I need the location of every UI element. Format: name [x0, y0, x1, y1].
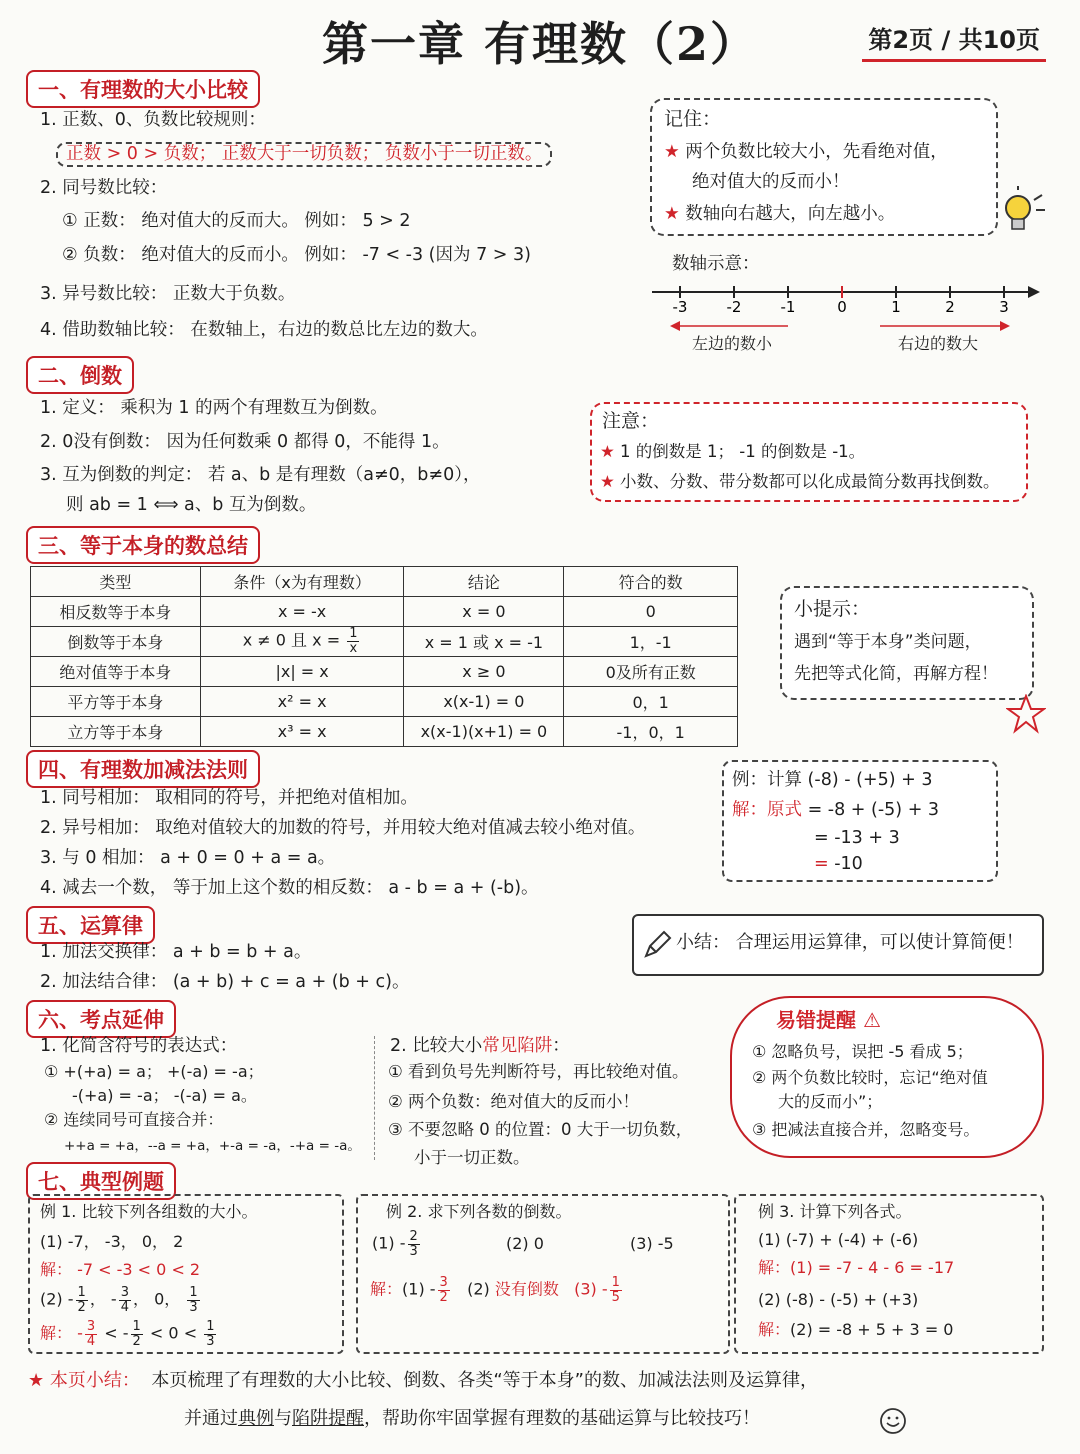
s6-c2-line-3: ③ 不要忽略 0 的位置：0 大于一切负数，: [388, 1120, 693, 1139]
calc-answer-label: 解：原式: [732, 800, 802, 820]
ex1-a1: [40, 1260, 200, 1279]
tip-box: [780, 586, 1034, 700]
s1-line-2a: ① 正数： 绝对值大的反而大。 例如： 5 > 2: [62, 211, 411, 231]
table-cell: x = -x: [200, 597, 404, 627]
ex2-a3: (3) -: [574, 1279, 608, 1299]
s6-c1-line-2: -(+a) = -a； -(-a) = a。: [72, 1086, 257, 1105]
c2-title-post: ：: [552, 1036, 570, 1056]
table-cell: 立方等于本身: [31, 717, 201, 747]
zero: 0: [154, 1289, 165, 1309]
ex2-q1: [372, 1230, 422, 1258]
mistakes-line-2: ② 两个负数比较时，忘记“绝对值: [752, 1068, 988, 1087]
footer-line-1: [28, 1370, 818, 1392]
tip-title: 小提示：: [794, 598, 871, 620]
denominator: 3: [409, 1243, 418, 1259]
s4-line-1: 1. 同号相加： 取相同的符号，并把绝对值相加。: [40, 788, 418, 808]
note-box: [590, 402, 1028, 502]
ex1-q1: (1) -7， -3， 0， 2: [40, 1232, 184, 1251]
numberline-title: 数轴示意：: [672, 254, 760, 274]
section-1-heading: 一、有理数的大小比较: [26, 70, 260, 108]
separator: ，: [132, 1289, 149, 1309]
s6-c1-line-3: ② 连续同号可直接合并：: [44, 1110, 224, 1129]
footer-l2-post: ，帮助你牢固掌握有理数的基础运算与比较技巧！: [364, 1408, 760, 1429]
table-cell: -1，0，1: [564, 717, 738, 747]
s1-line-3: 3. 异号数比较： 正数大于负数。: [40, 284, 296, 304]
less-than: <: [104, 1323, 118, 1343]
denominator: 2: [132, 1333, 141, 1349]
answer-label: 解：: [40, 1323, 73, 1343]
section-2-heading: 二、倒数: [26, 356, 134, 394]
table-cell: 倒数等于本身: [31, 627, 201, 657]
s1-line-2: 2. 同号数比较：: [40, 178, 168, 198]
denominator: 4: [120, 1299, 129, 1315]
tip-line-1: 遇到“等于本身”类问题，: [794, 632, 982, 652]
c2-title-red: 常见陷阱: [482, 1036, 553, 1056]
numberline-tick-label: -2: [726, 298, 742, 316]
mistakes-title: [776, 1008, 881, 1032]
smiley-icon: [878, 1406, 908, 1436]
section-7-heading: 七、典型例题: [26, 1162, 176, 1200]
footer-line-2: [184, 1408, 760, 1430]
denominator: 5: [611, 1289, 620, 1305]
section-6-heading: 六、考点延伸: [26, 1000, 176, 1038]
table-cell: |x| = x: [200, 657, 404, 687]
s6-c1-title: 1. 化简含符号的表达式：: [40, 1036, 238, 1056]
ex2-q1-text: (1) -: [372, 1233, 406, 1253]
example-2-box: [356, 1194, 730, 1354]
numberline-tick-label: -3: [672, 298, 688, 316]
note-title: 注意：: [602, 410, 660, 432]
separator: ，: [89, 1289, 106, 1309]
ex3-a1-text: (1) = -7 - 4 - 6 = -17: [790, 1258, 955, 1277]
denominator: 4: [86, 1333, 96, 1349]
mistakes-line-4: ③ 把减法直接合并，忽略变号。: [752, 1120, 980, 1139]
fraction: [119, 1286, 131, 1314]
table-header: 类型: [31, 567, 201, 597]
fraction: [204, 1320, 216, 1348]
less-than: <: [183, 1323, 198, 1343]
ex2-title: 例 2. 求下列各数的倒数。: [386, 1202, 572, 1221]
less-than: <: [149, 1323, 164, 1343]
section-5-heading: 五、运算律: [26, 906, 155, 944]
fraction: [131, 1320, 143, 1348]
ex2-a1: (1) -: [402, 1279, 436, 1299]
calc-line-3: = -13 + 3: [814, 828, 900, 848]
denominator: 2: [439, 1289, 448, 1305]
numerator: 1: [189, 1285, 198, 1300]
denominator: 3: [189, 1299, 198, 1315]
denominator: x: [349, 641, 358, 656]
footer-l2-u2: 陷阱提醒: [292, 1408, 364, 1429]
answer-label: 解：: [758, 1258, 791, 1277]
table-cell: x ≥ 0: [404, 657, 564, 687]
numerator: 1: [611, 1275, 620, 1290]
numberline-tick-label: 1: [891, 298, 901, 316]
pencil-icon: [642, 928, 672, 960]
table-cell: 0及所有正数: [564, 657, 738, 687]
ex3-a2: [758, 1320, 953, 1339]
s1-line-1: 1. 正数、0、负数比较规则：: [40, 110, 266, 130]
table-cell: x(x-1) = 0: [404, 687, 564, 717]
lightbulb-icon: [998, 186, 1048, 242]
calc-line-4: [814, 854, 863, 875]
ex2-a2: 没有倒数: [489, 1279, 559, 1299]
table-cell: x(x-1)(x+1) = 0: [404, 717, 564, 747]
calc-line-2: [732, 800, 939, 821]
calc-equal-sign: =: [814, 854, 829, 874]
denominator: 2: [77, 1299, 86, 1315]
numerator: 2: [409, 1229, 418, 1244]
s1-line-4: 4. 借助数轴比较： 在数轴上，右边的数总比左边的数大。: [40, 320, 488, 340]
ex3-title: 例 3. 计算下列各式。: [758, 1202, 912, 1221]
example-1-box: [28, 1194, 344, 1354]
table-cell: 0: [564, 597, 738, 627]
calc-line-2-text: = -8 + (-5) + 3: [802, 800, 940, 820]
ex3-q1: (1) (-7) + (-4) + (-6): [758, 1230, 919, 1249]
remember-item-2: [664, 204, 895, 225]
mistakes-line-3: 大的反而小”；: [778, 1092, 883, 1111]
s6-c2-line-4: 小于一切正数。: [414, 1148, 530, 1167]
summary-small-box: [632, 914, 1044, 976]
footer-label: 本页小结：: [49, 1370, 140, 1391]
ex1-q2: (2) - $\frac{1}{2}$ ， - $\frac{3}{4}$ ， 0， $\frac{1}{3}$: [40, 1285, 198, 1315]
zero: 0: [168, 1323, 179, 1343]
remember-item-1b: 绝对值大的反而小！: [692, 172, 850, 192]
numerator: 1: [132, 1319, 141, 1334]
c2-title-pre: 2. 比较大小: [390, 1036, 483, 1056]
example-calc-box: [722, 760, 998, 882]
s2-line-3: 3. 互为倒数的判定： 若 a、b 是有理数（a≠0，b≠0），: [40, 465, 481, 485]
ex1-a2: 解： - $\frac{3}{4}$ < - $\frac{1}{2}$ < 0 < $\frac{1}{3}$: [40, 1319, 215, 1349]
table-cell: 1，-1: [564, 627, 738, 657]
note-item-1: [600, 442, 865, 462]
remember-item-1-text: 两个负数比较大小，先看绝对值，: [685, 142, 948, 162]
s4-line-3: 3. 与 0 相加： a + 0 = 0 + a = a。: [40, 848, 336, 868]
table-cell: 相反数等于本身: [31, 597, 201, 627]
ex1-title: 例 1. 比较下列各组数的大小。: [40, 1202, 258, 1221]
ex1-q2-pre: (2) -: [40, 1289, 74, 1309]
remember-item-1: [664, 142, 948, 163]
summary-small-text: 小结： 合理运用运算律，可以使计算简便！: [676, 932, 1024, 953]
calc-line-1: 例：计算 (-8) - (+5) + 3: [732, 770, 933, 790]
ex3-a1: [758, 1258, 954, 1277]
example-3-box: [734, 1194, 1044, 1354]
cond-text: x ≠ 0 且 x =: [242, 631, 346, 650]
ex2-a2-pre: (2): [467, 1279, 490, 1299]
fraction: [76, 1286, 88, 1314]
numerator: 1: [77, 1285, 86, 1300]
fraction: [347, 627, 359, 655]
s2-line-2: 2. 0没有倒数： 因为任何数乘 0 都得 0，不能得 1。: [40, 432, 450, 452]
numberline-right-label: 右边的数大: [898, 334, 979, 353]
remember-item-2-text: 数轴向右越大，向左越小。: [685, 204, 896, 224]
star-icon: ★: [600, 472, 615, 491]
s5-line-1: 1. 加法交换律： a + b = b + a。: [40, 942, 312, 962]
s2-line-4: 则 ab = 1 ⟺ a、b 互为倒数。: [66, 495, 317, 515]
s6-c2-title: [390, 1036, 570, 1057]
section-4-heading: 四、有理数加减法法则: [26, 750, 260, 788]
footer-text-1: 本页梳理了有理数的大小比较、倒数、各类“等于本身”的数、加减法法则及运算律，: [151, 1370, 818, 1391]
table-cell: 绝对值等于本身: [31, 657, 201, 687]
numberline-tick-label: -1: [780, 298, 796, 316]
footer-l2-mid: 与: [274, 1408, 292, 1429]
remember-title: 记住：: [664, 108, 722, 130]
table-header: 条件（x为有理数）: [200, 567, 404, 597]
s4-line-4: 4. 减去一个数， 等于加上这个数的相反数： a - b = a + (-b)。: [40, 878, 539, 898]
numberline-tick-label: 3: [999, 298, 1009, 316]
numberline-left-label: 左边的数小: [692, 334, 773, 353]
ex1-a1-text: -7 < -3 < 0 < 2: [77, 1260, 201, 1279]
s6-c1-line-1: ① +(+a) = a； +(-a) = -a；: [44, 1062, 264, 1081]
table-row: [31, 597, 738, 627]
answer-label: 解：: [370, 1279, 403, 1299]
table-cell: x³ = x: [200, 717, 404, 747]
separator: ，: [164, 1289, 181, 1309]
s1-line-2b: ② 负数： 绝对值大的反而小。 例如： -7 < -3 (因为 7 > 3): [62, 245, 531, 265]
note-item-2-text: 小数、分数、带分数都可以化成最简分数再找倒数。: [620, 472, 1000, 491]
numerator: 1: [349, 626, 358, 642]
numberline-tick-label: 2: [945, 298, 955, 316]
numerator: 1: [206, 1319, 215, 1334]
star-icon: ★: [664, 142, 680, 162]
star-doodle-icon: [1006, 694, 1046, 734]
table-cell: x = 0: [404, 597, 564, 627]
star-icon: ★: [28, 1370, 45, 1391]
ex2-q2: (2) 0: [506, 1234, 544, 1253]
table-cell: 0，1: [564, 687, 738, 717]
table-header-row: [31, 567, 738, 597]
tip-line-2: 先把等式化简，再解方程！: [794, 664, 998, 684]
numerator: 3: [439, 1275, 448, 1290]
mistakes-title-text: 易错提醒: [776, 1008, 856, 1032]
table-row: [31, 717, 738, 747]
fraction: [85, 1320, 97, 1348]
footer-l2-pre: 并通过: [184, 1408, 238, 1429]
page-info: 第2页 / 共10页: [862, 20, 1046, 62]
fraction: [187, 1286, 199, 1314]
s6-c2-line-1: ① 看到负号先判断符号，再比较绝对值。: [388, 1062, 689, 1081]
table-cell: x² = x: [200, 687, 404, 717]
self-equal-table: [30, 566, 738, 747]
ex3-a2-text: (2) = -8 + 5 + 3 = 0: [790, 1320, 954, 1339]
s5-line-2: 2. 加法结合律： (a + b) + c = a + (b + c)。: [40, 972, 410, 992]
numerator: 3: [120, 1285, 129, 1300]
note-item-1-text: 1 的倒数是 1； -1 的倒数是 -1。: [620, 442, 866, 461]
table-row: [31, 687, 738, 717]
warning-icon: ⚠: [862, 1008, 881, 1032]
s6-c2-line-2: ② 两个负数：绝对值大的反而小！: [388, 1092, 640, 1111]
ex3-q2: (2) (-8) - (-5) + (+3): [758, 1290, 919, 1309]
table-cell: x = 1 或 x = -1: [404, 627, 564, 657]
mistakes-line-1: ① 忽略负号，误把 -5 看成 5；: [752, 1042, 973, 1061]
s1-rule-box: 正数 > 0 > 负数； 正数大于一切负数； 负数小于一切正数。: [56, 142, 552, 167]
denominator: 3: [206, 1333, 215, 1349]
table-cell: [200, 627, 404, 657]
table-header: 结论: [404, 567, 564, 597]
answer-label: 解：: [40, 1260, 73, 1279]
page-title: 第一章 有理数（2）: [321, 17, 759, 71]
star-icon: ★: [664, 204, 680, 224]
ex2-q3: (3) -5: [630, 1234, 674, 1253]
remember-box: [650, 98, 998, 236]
section-3-heading: 三、等于本身的数总结: [26, 526, 260, 564]
fraction: [438, 1276, 450, 1304]
table-header: 符合的数: [564, 567, 738, 597]
column-divider: [374, 1036, 375, 1160]
numerator: 3: [86, 1319, 96, 1334]
s2-line-1: 1. 定义： 乘积为 1 的两个有理数互为倒数。: [40, 398, 388, 418]
fraction: [408, 1230, 420, 1258]
numberline-tick-label: 0: [837, 298, 847, 316]
star-icon: ★: [600, 442, 615, 461]
s4-line-2: 2. 异号相加： 取绝对值较大的加数的符号，并用较大绝对值减去较小绝对值。: [40, 818, 646, 838]
table-row: [31, 657, 738, 687]
table-cell: 平方等于本身: [31, 687, 201, 717]
s6-c1-line-4: ++a = +a，--a = +a，+-a = -a，-+a = -a。: [64, 1138, 361, 1154]
note-item-2: [600, 472, 1000, 492]
fraction: [610, 1276, 622, 1304]
table-row: [31, 627, 738, 657]
calc-line-4-text: -10: [828, 854, 863, 874]
ex2-answer: [370, 1276, 624, 1304]
mistakes-box: [730, 996, 1044, 1158]
footer-l2-u1: 典例: [238, 1408, 274, 1429]
answer-label: 解：: [758, 1320, 791, 1339]
